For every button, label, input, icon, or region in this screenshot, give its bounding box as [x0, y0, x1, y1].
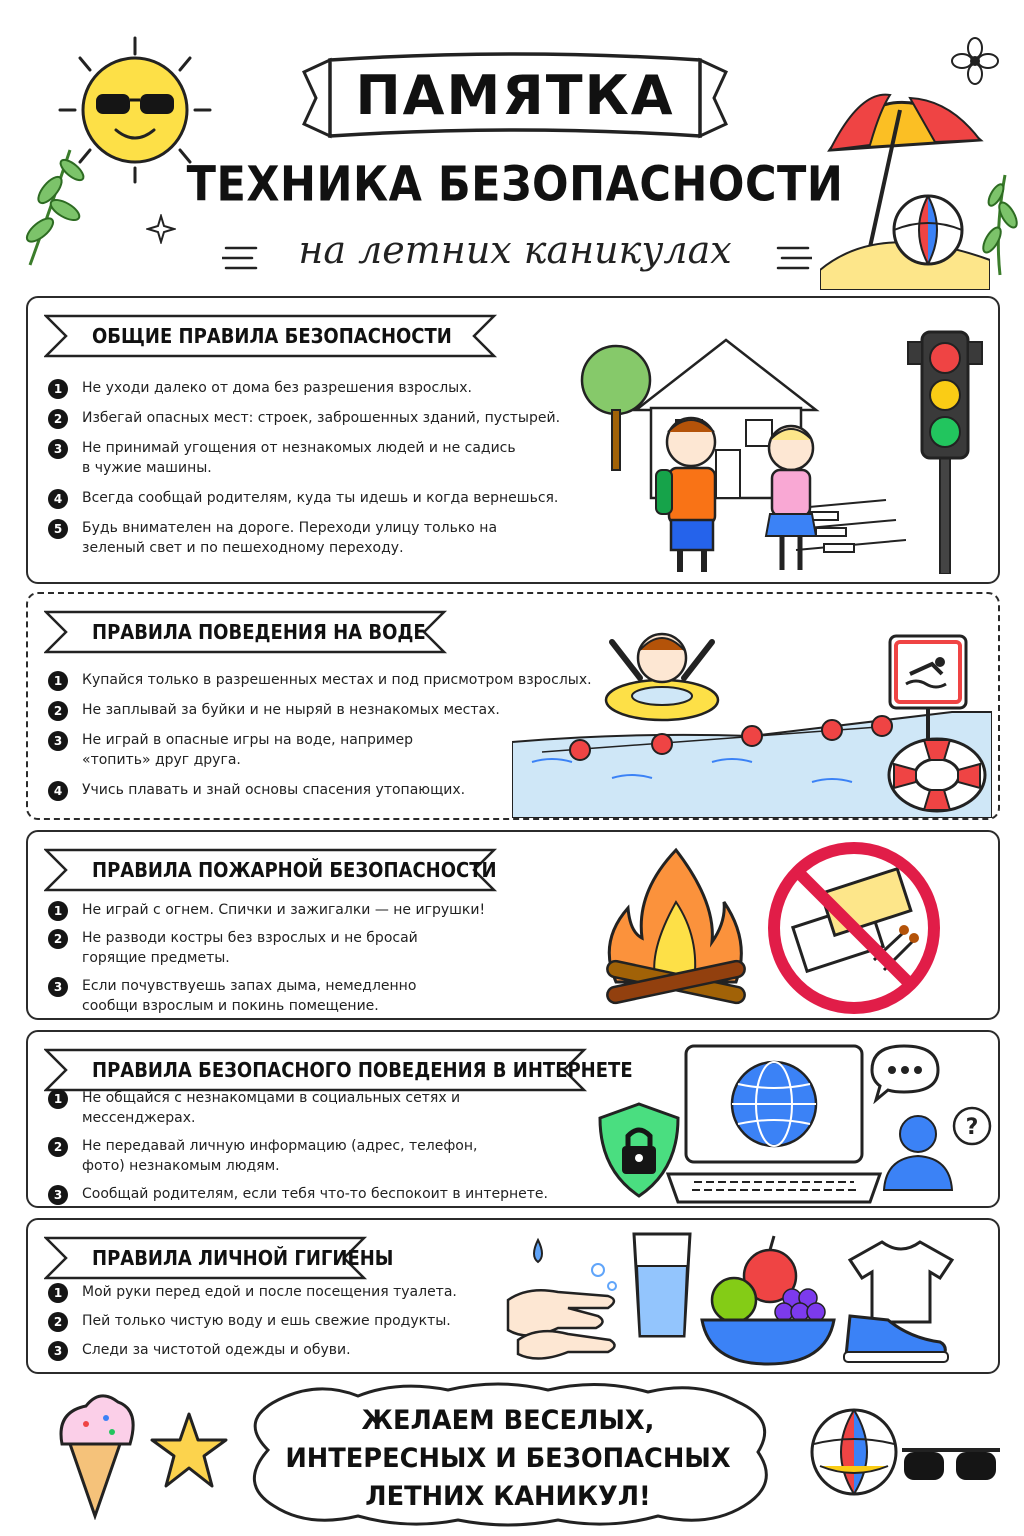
item-number: 2 — [48, 1312, 68, 1332]
laptop-globe-icon — [664, 1040, 884, 1206]
page-subtitle: ТЕХНИКА БЕЗОПАСНОСТИ — [186, 157, 844, 213]
traffic-light-icon — [904, 324, 984, 574]
hand-wash-icon — [498, 1230, 628, 1370]
item-number: 3 — [48, 731, 68, 751]
item-number: 3 — [48, 1185, 68, 1205]
item-text: Не передавай личную информацию (адрес, телефон, фото) незнакомым людям. — [82, 1138, 478, 1174]
item-text: Не уходи далеко от дома без разрешения взрослых. — [82, 380, 472, 396]
section-title: ПРАВИЛА ПОЖАРНОЙ БЕЗОПАСНОСТИ — [92, 858, 497, 882]
list-item — [48, 1282, 528, 1302]
item-number: 1 — [48, 379, 68, 399]
rules-list — [48, 1088, 588, 1204]
list-item — [48, 1340, 528, 1360]
starfish-icon — [148, 1410, 230, 1492]
page-subtitle-script: на летних каникулах — [298, 228, 732, 272]
item-text: Если почувствуешь запах дыма, немедленно сообщи взрослым и покинь помещение. — [82, 978, 417, 1014]
section-title: ПРАВИЛА БЕЗОПАСНОГО ПОВЕДЕНИЯ В ИНТЕРНЕТЕ — [92, 1058, 633, 1082]
life-ring-icon — [884, 734, 990, 816]
item-number: 4 — [48, 489, 68, 509]
fruit-bowl-icon — [696, 1230, 838, 1370]
item-text: Не играй с огнем. Спички и зажигалки — не игрушки! — [82, 902, 486, 918]
list-item — [48, 438, 522, 478]
item-number: 3 — [48, 1341, 68, 1361]
item-text: Купайся только в разрешенных местах и под присмотром взрослых. — [82, 672, 592, 688]
campfire-icon — [576, 842, 776, 1014]
section-title: ПРАВИЛА ЛИЧНОЙ ГИГИЕНЫ — [92, 1246, 394, 1270]
rules-list — [48, 1282, 528, 1360]
list-item — [48, 1088, 482, 1128]
item-text: Пей только чистую воду и ешь свежие продукты. — [82, 1313, 451, 1329]
section-internet-safety — [26, 1030, 1000, 1208]
section-fire-safety — [26, 830, 1000, 1020]
list-item — [48, 928, 442, 968]
sunglasses-icon — [896, 1438, 1006, 1502]
item-number: 1 — [48, 901, 68, 921]
list-item — [48, 1184, 588, 1204]
sneaker-icon — [840, 1302, 950, 1366]
svg-text:?: ? — [965, 1115, 979, 1140]
item-number: 3 — [48, 439, 68, 459]
chat-icon — [868, 1042, 944, 1104]
leaf-branch-right-icon — [970, 170, 1020, 280]
rules-list — [48, 378, 588, 558]
ice-cream-icon — [50, 1384, 140, 1520]
item-number: 2 — [48, 409, 68, 429]
item-number: 5 — [48, 519, 68, 539]
beach-ball-icon — [888, 190, 968, 270]
section-hygiene — [26, 1218, 1000, 1374]
list-item — [48, 900, 488, 920]
item-text: Не разводи костры без взрослых и не бросай горящие предметы. — [82, 930, 418, 966]
list-item — [48, 518, 522, 558]
item-number: 1 — [48, 1089, 68, 1109]
water-glass-icon — [630, 1230, 694, 1340]
user-question-icon — [878, 1104, 998, 1200]
item-number: 1 — [48, 1283, 68, 1303]
list-item — [48, 1136, 522, 1176]
item-text: Не принимай угощения от незнакомых людей и не садись в чужие машины. — [82, 440, 516, 476]
section-title: ПРАВИЛА ПОВЕДЕНИЯ НА ВОДЕ — [92, 620, 426, 644]
footer-line-3: ЛЕТНИХ КАНИКУЛ! — [365, 1481, 651, 1512]
section-general-safety — [26, 296, 1000, 584]
section-water-safety — [26, 592, 1000, 820]
list-item — [48, 408, 588, 428]
item-text: Сообщай родителям, если тебя что-то беспокоит в интернете. — [82, 1186, 548, 1202]
footer-line-1: ЖЕЛАЕМ ВЕСЕЛЫХ, — [361, 1405, 655, 1436]
item-text: Всегда сообщай родителям, куда ты идешь и когда вернешься. — [82, 490, 559, 506]
list-item — [48, 1311, 528, 1331]
list-item — [48, 488, 588, 508]
list-item — [48, 976, 452, 1016]
page-title: ПАМЯТКА — [355, 64, 675, 127]
footer-line-2: ИНТЕРЕСНЫХ И БЕЗОПАСНЫХ — [285, 1443, 731, 1474]
item-number: 3 — [48, 977, 68, 997]
item-number: 2 — [48, 701, 68, 721]
sparkle-icon — [146, 214, 176, 244]
item-number: 4 — [48, 781, 68, 801]
item-text: Следи за чистотой одежды и обуви. — [82, 1342, 351, 1358]
title-banner — [300, 50, 730, 146]
footer-message — [242, 1402, 774, 1516]
item-text: Не играй в опасные игры на воде, например «топить» друг друга. — [82, 732, 413, 768]
beach-ball-icon — [806, 1404, 902, 1500]
footer-banner — [228, 1380, 788, 1530]
item-text: Мой руки перед едой и после посещения туалета. — [82, 1284, 457, 1300]
item-number: 2 — [48, 1137, 68, 1157]
item-text: Избегай опасных мест: строек, заброшенных зданий, пустырей. — [82, 410, 561, 426]
item-text: Учись плавать и знай основы спасения утопающих. — [82, 782, 466, 798]
item-text: Не заплывай за буйки и не ныряй в незнакомых местах. — [82, 702, 500, 718]
rules-list — [48, 900, 488, 1016]
section-title: ОБЩИЕ ПРАВИЛА БЕЗОПАСНОСТИ — [92, 324, 452, 348]
leaf-branch-left-icon — [10, 140, 100, 270]
list-item — [48, 378, 588, 398]
item-number: 2 — [48, 929, 68, 949]
house-kids-illustration — [576, 320, 906, 582]
list-item — [48, 730, 482, 770]
item-number: 1 — [48, 671, 68, 691]
no-matches-icon — [764, 840, 944, 1016]
item-text: Будь внимателен на дороге. Переходи улицу только на зеленый свет и по пешеходному переходу. — [82, 520, 498, 556]
item-text: Не общайся с незнакомцами в социальных сетях и мессенджерах. — [82, 1090, 461, 1126]
